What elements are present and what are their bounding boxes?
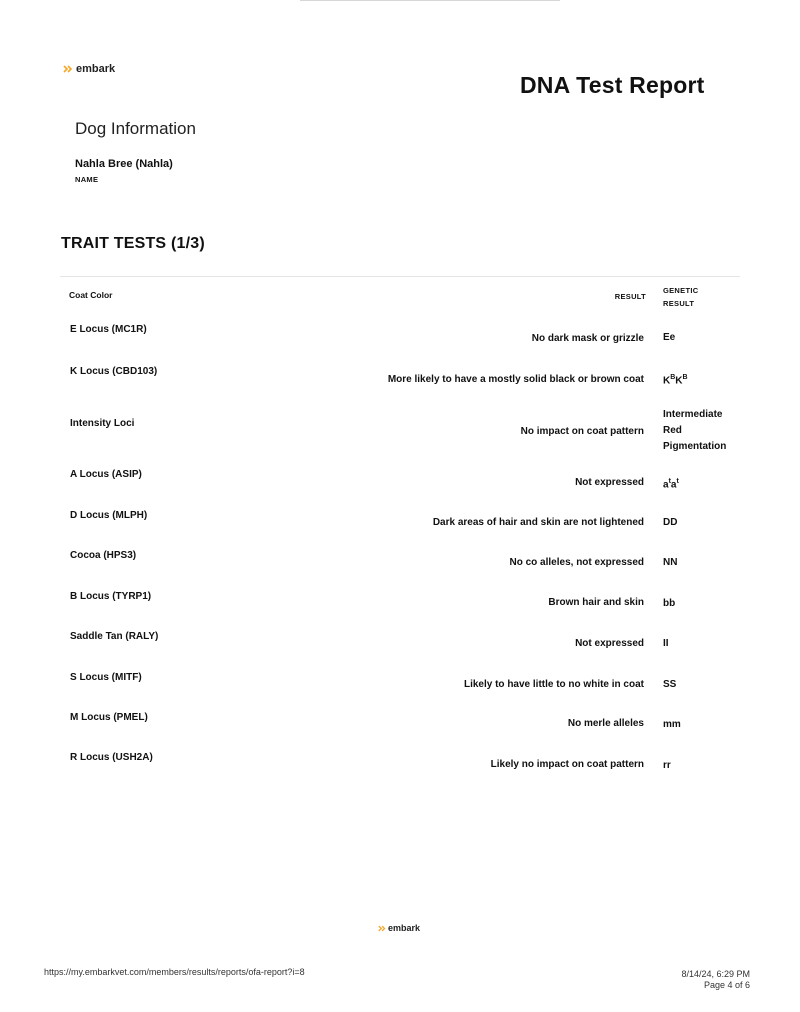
footer-embark-logo (378, 923, 420, 933)
trait-name-b-locus: B Locus (TYRP1) (70, 591, 152, 602)
trait-genetic-m-locus: mm (663, 719, 681, 730)
scan-edge (300, 0, 560, 1)
trait-genetic-b-locus: bb (663, 598, 676, 609)
trait-result-e-locus: No dark mask or grizzle (531, 333, 644, 344)
trait-name-d-locus: D Locus (MLPH) (70, 510, 148, 521)
genetic-header-line-1: GENETIC (663, 286, 699, 295)
trait-genetic-saddle-tan: II (663, 638, 669, 649)
trait-name-s-locus: S Locus (MITF) (70, 672, 142, 683)
trait-result-intensity-loci: No impact on coat pattern (520, 426, 644, 437)
trait-result-cocoa: No co alleles, not expressed (509, 557, 644, 568)
trait-name-m-locus: M Locus (PMEL) (70, 712, 148, 723)
trait-tests-heading: TRAIT TESTS (1/3) (61, 235, 205, 252)
trait-genetic-s-locus: SS (663, 679, 677, 690)
category-label: Coat Color (69, 290, 113, 300)
trait-genetic-k-locus: $K^BK^B$ (663, 374, 688, 387)
trait-name-intensity-loci: Intensity Loci (70, 418, 135, 429)
dog-name-value: Nahla Bree (Nahla) (75, 158, 173, 170)
trait-genetic-e-locus: Ee (663, 332, 676, 343)
trait-genetic-d-locus: DD (663, 517, 678, 528)
trait-genetic-a-locus: $a^ta^t$ (663, 478, 679, 491)
trait-result-d-locus: Dark areas of hair and skin are not lightened (432, 517, 644, 528)
trait-result-b-locus: Brown hair and skin (548, 597, 644, 608)
trait-genetic-r-locus: rr (663, 760, 671, 771)
trait-name-e-locus: E Locus (MC1R) (70, 324, 147, 335)
genetic-header-line-2: RESULT (663, 299, 695, 308)
trait-result-saddle-tan: Not expressed (575, 638, 644, 649)
genetic-result-column-header (663, 284, 733, 310)
trait-result-a-locus: Not expressed (575, 477, 644, 488)
embark-logo (63, 63, 115, 75)
trait-genetic-cocoa: NN (663, 557, 678, 568)
dog-name-label: NAME (75, 175, 99, 184)
trait-name-cocoa: Cocoa (HPS3) (70, 550, 137, 561)
dog-information-heading: Dog Information (75, 119, 196, 138)
trait-genetic-intensity-loci: Intermediate Red Pigmentation (663, 409, 727, 452)
footer-logo-text: embark (388, 923, 421, 933)
report-title: DNA Test Report (520, 72, 705, 98)
footer-logo-icon (378, 925, 387, 932)
trait-name-k-locus: K Locus (CBD103) (70, 366, 158, 377)
table-divider (60, 276, 740, 277)
trait-name-r-locus: R Locus (USH2A) (70, 752, 153, 763)
trait-result-r-locus: Likely no impact on coat pattern (490, 759, 644, 770)
footer-date: 8/14/24, 6:29 PM (681, 969, 750, 979)
trait-result-m-locus: No merle alleles (567, 718, 644, 729)
trait-result-s-locus: Likely to have little to no white in coat (463, 679, 644, 690)
embark-logo-icon (63, 65, 74, 73)
trait-result-k-locus: More likely to have a mostly solid black or brown coat (387, 374, 644, 385)
footer-url: https://my.embarkvet.com/members/results/reports/ofa-report?i=8 (44, 967, 305, 977)
logo-text: embark (76, 63, 116, 75)
trait-name-saddle-tan: Saddle Tan (RALY) (70, 631, 159, 642)
trait-name-a-locus: A Locus (ASIP) (70, 469, 142, 480)
result-column-header: RESULT (614, 292, 646, 301)
footer-page-number: Page 4 of 6 (703, 980, 750, 990)
